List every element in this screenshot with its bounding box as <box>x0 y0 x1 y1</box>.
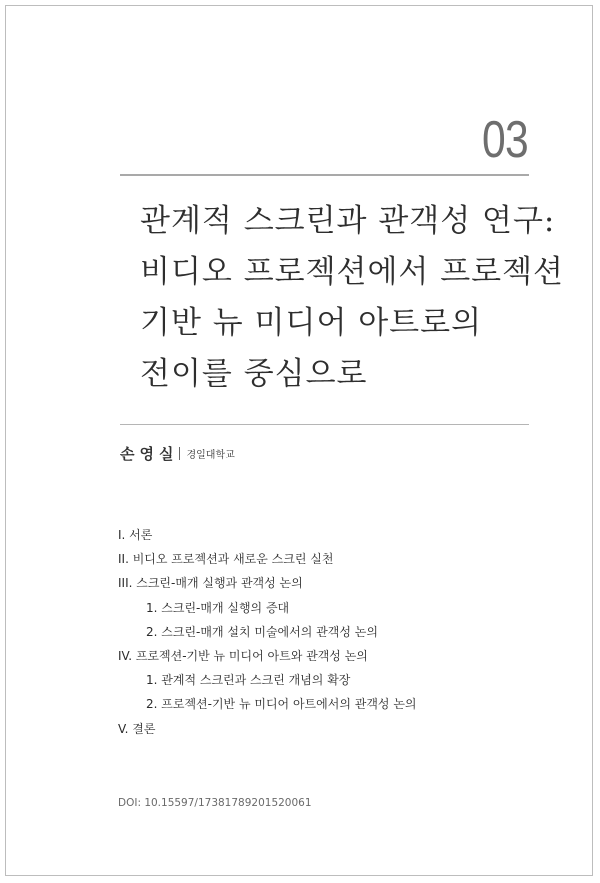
toc-item: I. 서론 <box>118 528 153 542</box>
toc-subitem: 1. 관계적 스크린과 스크린 개념의 확장 <box>146 673 351 688</box>
doi-text: DOI: 10.15597/17381789201520061 <box>118 797 312 809</box>
toc-item: III. 스크린-매개 실행과 관객성 논의 <box>118 576 303 591</box>
title-line-4: 전이를 중심으로 <box>140 356 368 392</box>
toc-subitem: 2. 스크린-매개 설치 미술에서의 관객성 논의 <box>146 624 378 639</box>
title-line-1: 관계적 스크린과 관객성 연구: <box>140 203 556 239</box>
author-line <box>120 443 235 464</box>
author-separator <box>179 447 180 460</box>
toc-subitem: 2. 프로젝션-기반 뉴 미디어 아트에서의 관객성 논의 <box>146 697 417 712</box>
article-title <box>140 196 565 400</box>
toc-subitem: 1. 스크린-매개 실행의 증대 <box>146 600 290 615</box>
toc-item: IV. 프로젝션-기반 뉴 미디어 아트와 관객성 논의 <box>118 649 368 664</box>
top-divider <box>120 174 529 176</box>
chapter-number: 03 <box>482 111 528 169</box>
title-divider <box>120 424 529 425</box>
title-line-3: 기반 뉴 미디어 아트로의 <box>140 305 483 341</box>
toc-item: V. 결론 <box>118 721 156 736</box>
author-name: 손영실 <box>120 445 179 463</box>
title-line-2: 비디오 프로젝션에서 프로젝션 <box>140 254 565 290</box>
author-affiliation: 경일대학교 <box>186 450 235 461</box>
toc-item: II. 비디오 프로젝션과 새로운 스크린 실천 <box>118 552 334 567</box>
table-of-contents <box>118 523 417 741</box>
